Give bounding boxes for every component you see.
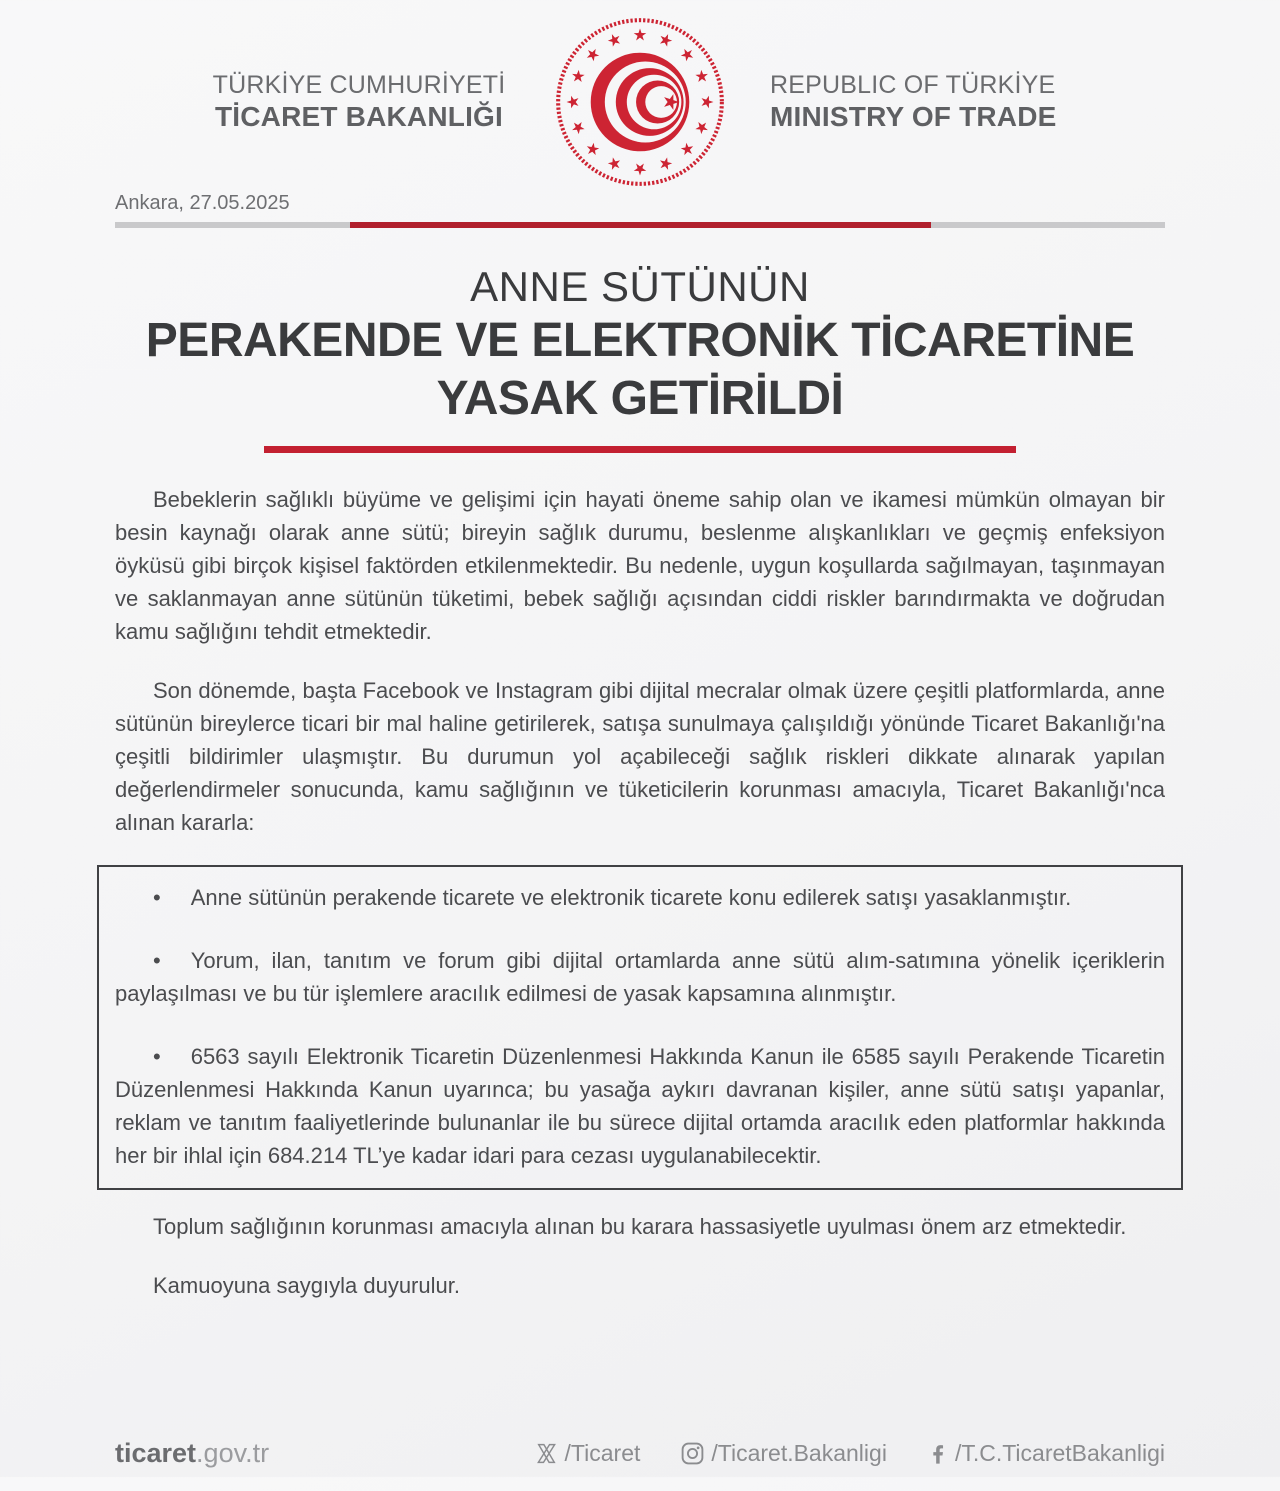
- social-handle: /Ticaret: [564, 1440, 641, 1466]
- box-bullet-item: [115, 1040, 1165, 1172]
- decision-box: [97, 865, 1183, 1190]
- paragraph-signoff: Kamuoyuna saygıyla duyurulur.: [153, 1273, 460, 1298]
- divider-gray-left: [115, 222, 350, 228]
- social-handle: /T.C.TicaretBakanligi: [954, 1440, 1165, 1466]
- website-link[interactable]: [115, 1438, 269, 1469]
- facebook-icon: [927, 1442, 949, 1466]
- org-name-turkish: [194, 70, 524, 135]
- paragraph-intro: Bebeklerin sağlıklı büyüme ve gelişimi için hayati öneme sahip olan ve ikamesi mümkün olmayan bir besin kaynağı olarak anne sütü; bireyin sağlık durumu, beslenme alışkanlıkları ve geçmiş enfeksiyon öyküsü gibi birçok kişisel faktörden etkilenmektedir. Bu nedenle, uygun koşullarda sağılmayan, taşınmayan ve saklanmayan anne sütünün tüketimi, bebek sağlığı açısından ciddi riskler barındırmakta ve doğrudan kamu sağlığını tehdit etmektedir.: [115, 487, 1165, 644]
- bullet-dot: •: [153, 948, 161, 973]
- press-release-page: [0, 14, 1280, 1302]
- box-item-text: 6563 sayılı Elektronik Ticaretin Düzenlenmesi Hakkında Kanun ile 6585 sayılı Perakende Ticaretin Düzenlenmesi Hakkında Kanun uyarınca; bu yasağa aykırı davranan kişiler, anne sütü satışı yapanlar, reklam ve tanıtım faaliyetlerinde bulunanlar ile bu sürece dijital ortamda aracılık eden platformlar hakkında her bir ihlal için 684.214 TL’ye kadar idari para cezası uygulanabilecektir.: [115, 1044, 1165, 1168]
- footer: [115, 1438, 1165, 1469]
- paragraph-context: Son dönemde, başta Facebook ve Instagram gibi dijital mecralar olmak üzere çeşitli platformlarda, anne sütünün bireylerce ticari bir mal haline getirilerek, satışa sunulmaya çalışıldığı yönünde Ticaret Bakanlığı'na çeşitli bildirimler ulaşmıştır. Bu durumun yol açabileceği sağlık riskleri dikkate alınarak yapılan değerlendirmeler sonucunda, kamu sağlığının ve tüketicilerin korunması amacıyla, Ticaret Bakanlığı'nca alınan kararla:: [115, 678, 1165, 835]
- org-tr-line1: TÜRKİYE CUMHURİYETİ: [212, 70, 506, 99]
- header: [115, 14, 1165, 190]
- social-x-link[interactable]: [534, 1440, 641, 1467]
- social-facebook-link[interactable]: [927, 1440, 1165, 1467]
- social-handle: /Ticaret.Bakanligi: [711, 1440, 887, 1466]
- org-name-english: [756, 70, 1086, 135]
- ministry-of-trade-emblem-icon: [552, 14, 728, 190]
- divider-gray-right: [931, 222, 1165, 228]
- box-bullet-item: [115, 881, 1165, 914]
- site-rest: .gov.tr: [196, 1438, 270, 1468]
- box-item-text: Yorum, ilan, tanıtım ve forum gibi dijital ortamlarda anne sütü alım-satımına yönelik içeriklerin paylaşılması ve bu tür işlemlere aracılık edilmesi de yasak kapsamına alınmıştır.: [115, 948, 1165, 1006]
- bullet-dot: •: [153, 885, 161, 910]
- dateline: Ankara, 27.05.2025: [115, 192, 290, 214]
- title-line2: PERAKENDE VE ELEKTRONİK TİCARETİNE: [145, 314, 1135, 367]
- social-instagram-link[interactable]: [680, 1440, 887, 1467]
- page-title: [115, 262, 1165, 428]
- box-bullet-item: [115, 944, 1165, 1010]
- title-underline: [264, 446, 1016, 453]
- paragraph-closing: Toplum sağlığının korunması amacıyla alınan bu karara hassasiyetle uyulması önem arz etmektedir.: [153, 1214, 1127, 1239]
- social-links: [534, 1440, 1165, 1467]
- x-twitter-icon: [534, 1441, 559, 1466]
- box-item-text: Anne sütünün perakende ticarete ve elektronik ticarete konu edilerek satışı yasaklanmıştır.: [190, 885, 1072, 910]
- instagram-icon: [680, 1441, 705, 1466]
- org-en-line1: REPUBLIC OF TÜRKİYE: [770, 70, 1056, 99]
- title-line1: ANNE SÜTÜNÜN: [470, 263, 810, 310]
- site-bold: ticaret: [115, 1438, 197, 1468]
- body-text: [115, 483, 1165, 1302]
- bullet-dot: •: [153, 1044, 161, 1069]
- org-en-line2: MINISTRY OF TRADE: [770, 101, 1057, 133]
- title-line3: YASAK GETİRİLDİ: [436, 372, 844, 425]
- org-tr-line2: TİCARET BAKANLIĞI: [214, 101, 504, 133]
- divider-red-center: [350, 222, 931, 228]
- header-divider-bar: [115, 222, 1165, 228]
